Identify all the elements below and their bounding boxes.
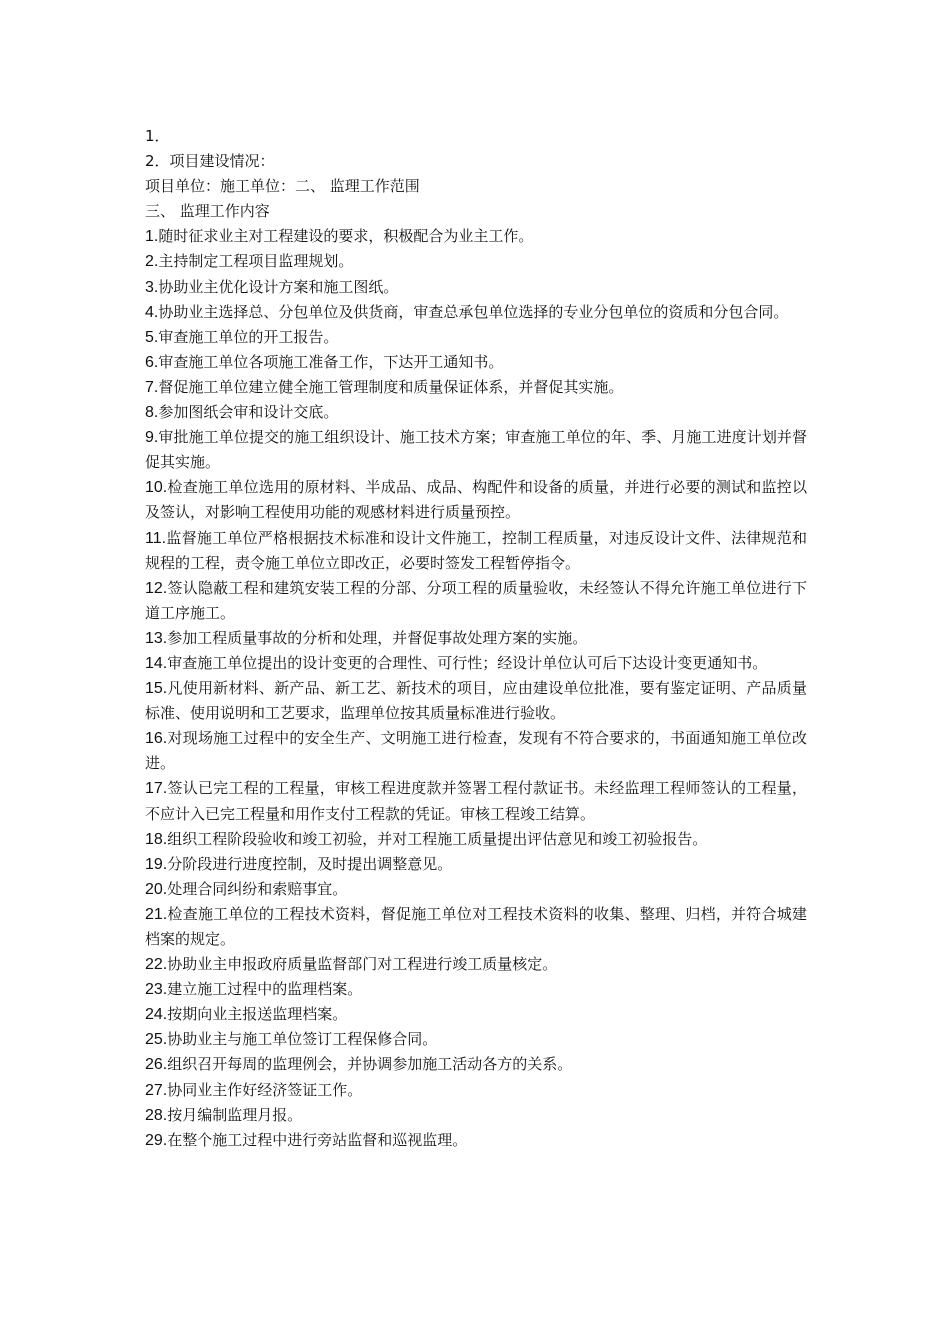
list-item (145, 375, 807, 400)
list-item (145, 1128, 807, 1153)
list-item (145, 350, 807, 375)
list-item-number: 9. (145, 429, 159, 447)
list-item-text: 审查施工单位的开工报告。 (158, 327, 339, 346)
list-item-text: 检查施工单位选用的原材料、半成品、成品、构配件和设备的质量，并进行必要的测试和监控以及签认，对影响工程使用功能的观感材料进行质量预控。 (145, 478, 807, 522)
list-item (145, 475, 807, 525)
list-item-text: 组织召开每周的监理例会，并协调参加施工活动各方的关系。 (167, 1055, 573, 1074)
list-item-number: 5. (145, 328, 159, 346)
list-item-number: 29. (145, 1131, 168, 1149)
list-item (145, 576, 807, 626)
list-item-text: 审查施工单位各项施工准备工作，下达开工通知书。 (158, 352, 504, 371)
list-item-text: 按月编制监理月报。 (167, 1105, 303, 1124)
list-item-number: 8. (145, 404, 159, 422)
list-item (145, 1103, 807, 1128)
list-item-text: 按期向业主报送监理档案。 (167, 1005, 348, 1024)
heading-line-3: 项目单位：施工单位：二、 监理工作范围 (145, 177, 420, 196)
list-item (145, 651, 807, 676)
list-item (145, 626, 807, 651)
list-item-number: 16. (145, 730, 168, 748)
list-item-number: 6. (145, 353, 159, 371)
list-item-text: 随时征求业主对工程建设的要求，积极配合为业主工作。 (158, 227, 534, 246)
list-item (145, 977, 807, 1002)
list-item-number: 1. (145, 228, 159, 246)
list-item (145, 1002, 807, 1027)
list-item-number: 19. (145, 855, 168, 873)
list-item (145, 224, 807, 249)
list-item-number: 23. (145, 981, 168, 999)
list-item-number: 21. (145, 905, 168, 923)
list-item-number: 17. (145, 780, 168, 798)
list-item (145, 776, 807, 826)
list-item-text: 签认已完工程的工程量，审核工程进度款并签署工程付款证书。未经监理工程师签认的工程量，不应计入已完工程量和用作支付工程款的凭证。审核工程竣工结算。 (145, 779, 807, 823)
list-item (145, 676, 807, 726)
list-item (145, 300, 807, 325)
list-item (145, 852, 807, 877)
list-item-number: 3. (145, 278, 159, 296)
section-title: 三、 监理工作内容 (145, 202, 270, 221)
list-item (145, 275, 807, 300)
document-body (145, 124, 807, 1153)
list-item-text: 审批施工单位提交的施工组织设计、施工技术方案；审查施工单位的年、季、月施工进度计划并督促其实施。 (145, 428, 807, 472)
list-item-text: 审查施工单位提出的设计变更的合理性、可行性；经设计单位认可后下达设计变更通知书。 (167, 653, 768, 672)
list-item (145, 1052, 807, 1077)
list-item-number: 25. (145, 1031, 168, 1049)
list-item (145, 902, 807, 952)
list-item-number: 15. (145, 680, 168, 698)
list-item-text: 参加工程质量事故的分析和处理，并督促事故处理方案的实施。 (167, 628, 588, 647)
list-item-text: 在整个施工过程中进行旁站监督和巡视监理。 (167, 1130, 468, 1149)
list-item-number: 12. (145, 579, 168, 597)
list-item-number: 13. (145, 629, 168, 647)
heading-line-1: 1． (145, 127, 170, 145)
list-item-number: 7. (145, 378, 159, 396)
list-item (145, 400, 807, 425)
list-item-text: 建立施工过程中的监理档案。 (167, 980, 363, 999)
list-item-number: 4. (145, 303, 159, 321)
list-item-number: 26. (145, 1056, 168, 1074)
list-item (145, 249, 807, 274)
list-item-number: 22. (145, 956, 168, 974)
list-item-number: 14. (145, 654, 168, 672)
list-item-number: 28. (145, 1106, 168, 1124)
list-item (145, 877, 807, 902)
list-item (145, 425, 807, 475)
list-item (145, 827, 807, 852)
list-item-text: 处理合同纠纷和索赔事宜。 (167, 879, 348, 898)
list-item-text: 协助业主申报政府质量监督部门对工程进行竣工质量核定。 (167, 955, 558, 974)
list-item-number: 18. (145, 830, 168, 848)
work-content-list (145, 224, 807, 1152)
list-item-text: 签认隐蔽工程和建筑安装工程的分部、分项工程的质量验收，未经签认不得允许施工单位进行下道工序施工。 (145, 578, 807, 622)
list-item (145, 526, 807, 576)
list-item-text: 协助业主选择总、分包单位及供货商，审查总承包单位选择的专业分包单位的资质和分包合同。 (158, 302, 789, 321)
list-item-text: 协助业主优化设计方案和施工图纸。 (158, 277, 399, 296)
list-item-number: 2. (145, 253, 159, 271)
list-item (145, 726, 807, 776)
list-item (145, 1027, 807, 1052)
list-item-text: 对现场施工过程中的安全生产、文明施工进行检查，发现有不符合要求的，书面通知施工单位改进。 (145, 729, 807, 773)
list-item-text: 监督施工单位严格根据技术标准和设计文件施工，控制工程质量，对违反设计文件、法律规范和规程的工程，责令施工单位立即改正，必要时签发工程暂停指令。 (145, 528, 807, 572)
heading-line-2: 2．项目建设情况： (145, 152, 275, 171)
list-item-number: 24. (145, 1006, 168, 1024)
list-item-text: 检查施工单位的工程技术资料，督促施工单位对工程技术资料的收集、整理、归档，并符合城建档案的规定。 (145, 904, 807, 948)
list-item-text: 协同业主作好经济签证工作。 (167, 1080, 363, 1099)
list-item (145, 952, 807, 977)
list-item-number: 20. (145, 880, 168, 898)
list-item-number: 27. (145, 1081, 168, 1099)
list-item-number: 10. (145, 479, 168, 497)
list-item-text: 组织工程阶段验收和竣工初验，并对工程施工质量提出评估意见和竣工初验报告。 (167, 829, 708, 848)
list-item-text: 参加图纸会审和设计交底。 (158, 403, 339, 422)
list-item-text: 主持制定工程项目监理规划。 (158, 252, 354, 271)
list-item (145, 1078, 807, 1103)
list-item-text: 协助业主与施工单位签订工程保修合同。 (167, 1030, 438, 1049)
list-item-number: 11. (145, 529, 167, 547)
list-item (145, 325, 807, 350)
list-item-text: 分阶段进行进度控制，及时提出调整意见。 (167, 854, 453, 873)
list-item-text: 督促施工单位建立健全施工管理制度和质量保证体系，并督促其实施。 (158, 377, 624, 396)
list-item-text: 凡使用新材料、新产品、新工艺、新技术的项目，应由建设单位批准，要有鉴定证明、产品质量标准、使用说明和工艺要求，监理单位按其质量标准进行验收。 (145, 679, 807, 723)
